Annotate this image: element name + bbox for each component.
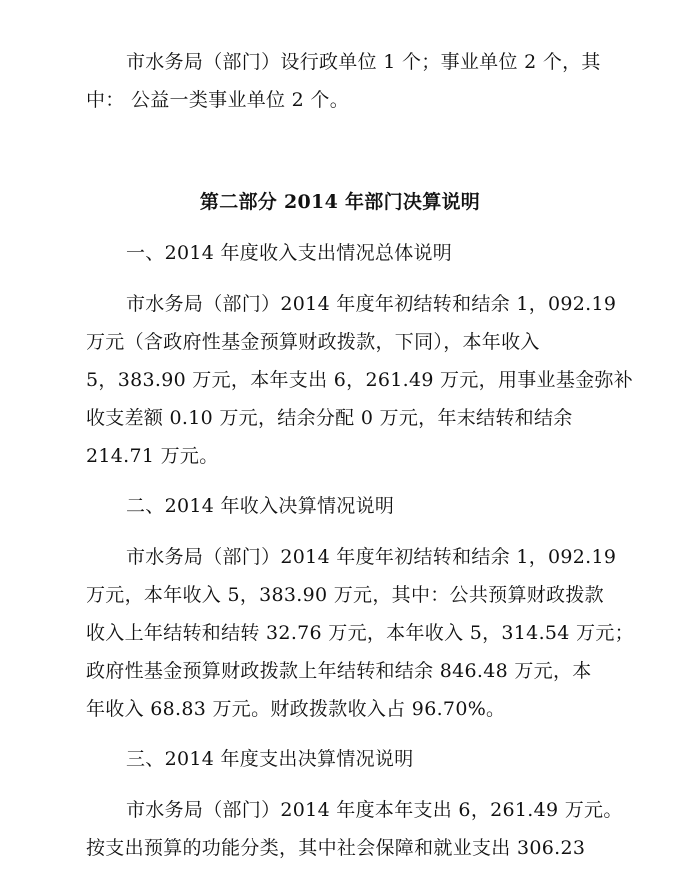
section1-heading: 一、2014 年度收入支出情况总体说明	[126, 242, 453, 264]
section2-line-2: 万元，本年收入 5，383.90 万元，其中：公共预算财政拨款	[86, 584, 604, 606]
section3-line-1: 市水务局（部门）2014 年度本年支出 6，261.49 万元。	[126, 799, 623, 821]
intro-line-1: 市水务局（部门）设行政单位 1 个；事业单位 2 个，其	[126, 51, 601, 73]
section2-line-4: 政府性基金预算财政拨款上年结转和结余 846.48 万元，本	[86, 660, 592, 682]
section3-line-2: 按支出预算的功能分类，其中社会保障和就业支出 306.23	[86, 837, 586, 859]
section2-line-1: 市水务局（部门）2014 年度年初结转和结余 1，092.19	[126, 546, 617, 568]
intro-line-2: 中： 公益一类事业单位 2 个。	[86, 89, 350, 111]
section1-line-3: 5，383.90 万元，本年支出 6，261.49 万元，用事业基金弥补	[86, 369, 634, 391]
part-title: 第二部分 2014 年部门决算说明	[199, 191, 481, 213]
section2-line-5: 年收入 68.83 万元。财政拨款收入占 96.70%。	[86, 698, 506, 720]
section1-line-4: 收支差额 0.10 万元，结余分配 0 万元，年末结转和结余	[86, 407, 573, 429]
section2-heading: 二、2014 年收入决算情况说明	[126, 495, 395, 517]
section2-line-3: 收入上年结转和结转 32.76 万元，本年收入 5，314.54 万元；	[86, 622, 634, 644]
section1-line-2: 万元（含政府性基金预算财政拨款，下同），本年收入	[86, 331, 540, 353]
section1-line-5: 214.71 万元。	[86, 445, 219, 467]
section1-line-1: 市水务局（部门）2014 年度年初结转和结余 1，092.19	[126, 293, 617, 315]
section3-heading: 三、2014 年度支出决算情况说明	[126, 748, 414, 770]
